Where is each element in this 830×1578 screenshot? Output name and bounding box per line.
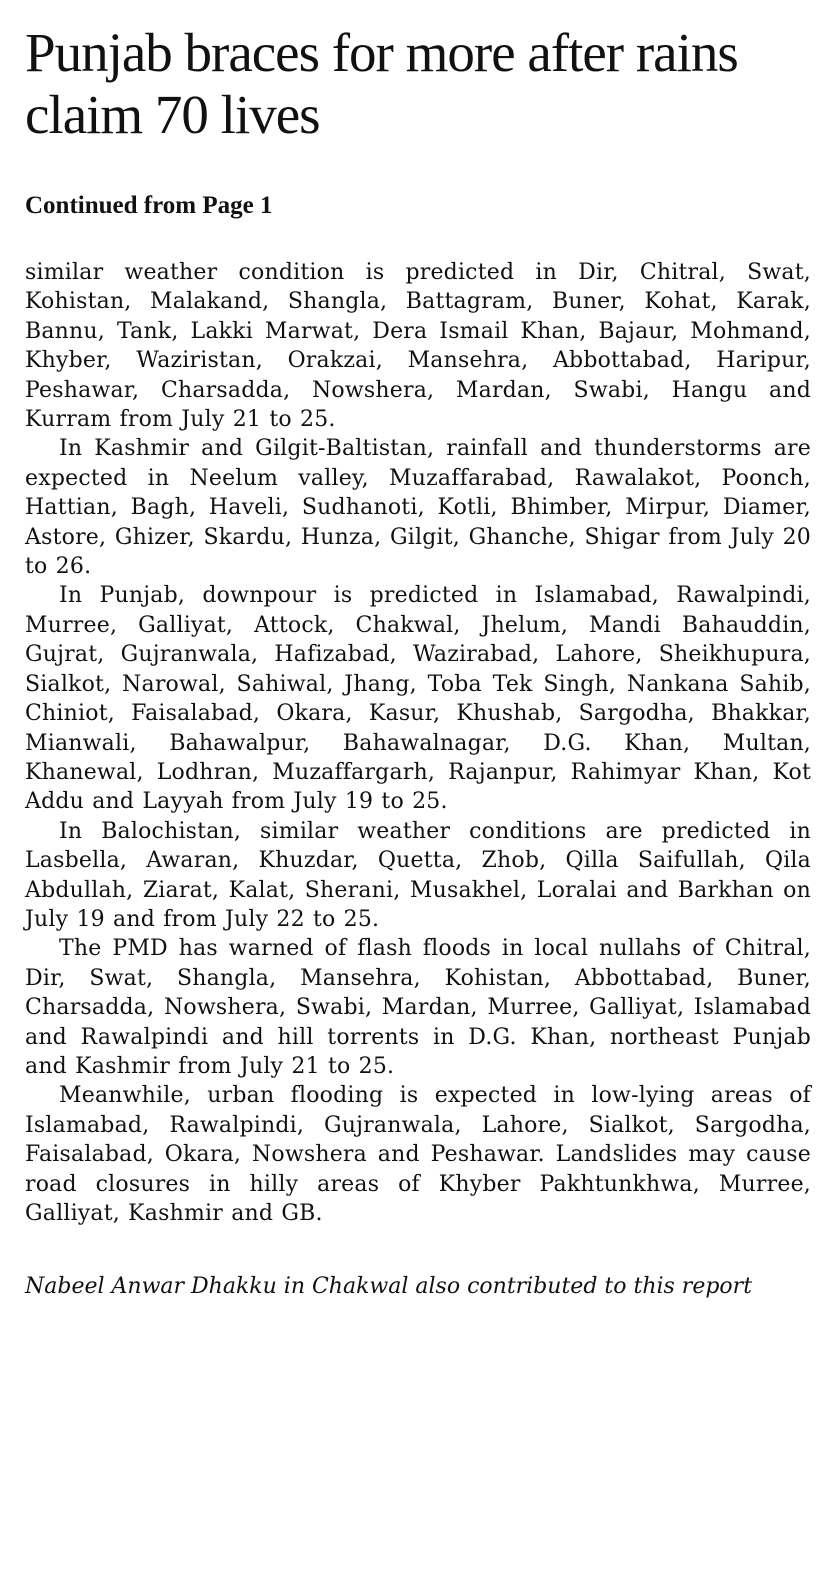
headline: Punjab braces for more after rains claim 70 lives	[25, 22, 738, 145]
article-body	[25, 258, 811, 1228]
paragraph: In Punjab, downpour is predicted in Islamabad, Rawalpindi, Murree, Galliyat, Attock, Chakwal, Jhelum, Mandi Bahauddin, Gujrat, Gujranwala, Hafizabad, Wazirabad, Lahore, Sheikhupura, Sialkot, Narowal, Sahiwal, Jhang, Toba Tek Singh, Nankana Sahib, Chiniot, Faisalabad, Okara, Kasur, Khushab, Sargodha, Bhakkar, Mianwali, Bahawalpur, Bahawalnagar, D.G. Khan, Multan, Khanewal, Lodhran, Muzaffargarh, Rajanpur, Rahimyar Khan, Kot Addu and Layyah from July 19 to 25.	[25, 583, 811, 815]
paragraph: Meanwhile, urban flooding is expected in low-lying areas of Islamabad, Rawalpindi, Gujranwala, Lahore, Sialkot, Sargodha, Faisalabad, Okara, Nowshera and Peshawar. Landslides may cause road closures in hilly areas of Khyber Pakhtunkhwa, Murree, Galliyat, Kashmir and GB.	[25, 1083, 811, 1226]
contributor-credit: Nabeel Anwar Dhakku in Chakwal also contributed to this report	[25, 1274, 753, 1300]
article	[25, 22, 811, 1301]
paragraph: similar weather condition is predicted in Dir, Chitral, Swat, Kohistan, Malakand, Shangla, Battagram, Buner, Kohat, Karak, Bannu, Tank, Lakki Marwat, Dera Ismail Khan, Bajaur, Mohmand, Khyber, Waziristan, Orakzai, Mansehra, Abbottabad, Haripur, Peshawar, Charsadda, Nowshera, Mardan, Swabi, Hangu and Kurram from July 21 to 25.	[25, 260, 811, 433]
continued-label: Continued from Page 1	[25, 192, 273, 219]
paragraph: In Balochistan, similar weather conditions are predicted in Lasbella, Awaran, Khuzdar, Quetta, Zhob, Qilla Saifullah, Qila Abdullah, Ziarat, Kalat, Sherani, Musakhel, Loralai and Barkhan on July 19 and from July 22 to 25.	[25, 818, 811, 932]
paragraph: In Kashmir and Gilgit-Baltistan, rainfall and thunderstorms are expected in Neelum valley, Muzaffarabad, Rawalakot, Poonch, Hattian, Bagh, Haveli, Sudhanoti, Kotli, Bhimber, Mirpur, Diamer, Astore, Ghizer, Skardu, Hunza, Gilgit, Ghanche, Shigar from July 20 to 26.	[25, 436, 811, 580]
paragraph: The PMD has warned of flash floods in local nullahs of Chitral, Dir, Swat, Shangla, Mansehra, Kohistan, Abbottabad, Buner, Charsadda, Nowshera, Swabi, Mardan, Murree, Galliyat, Islamabad and Rawalpindi and hill torrents in D.G. Khan, northeast Punjab and Kashmir from July 21 to 25.	[25, 936, 811, 1079]
